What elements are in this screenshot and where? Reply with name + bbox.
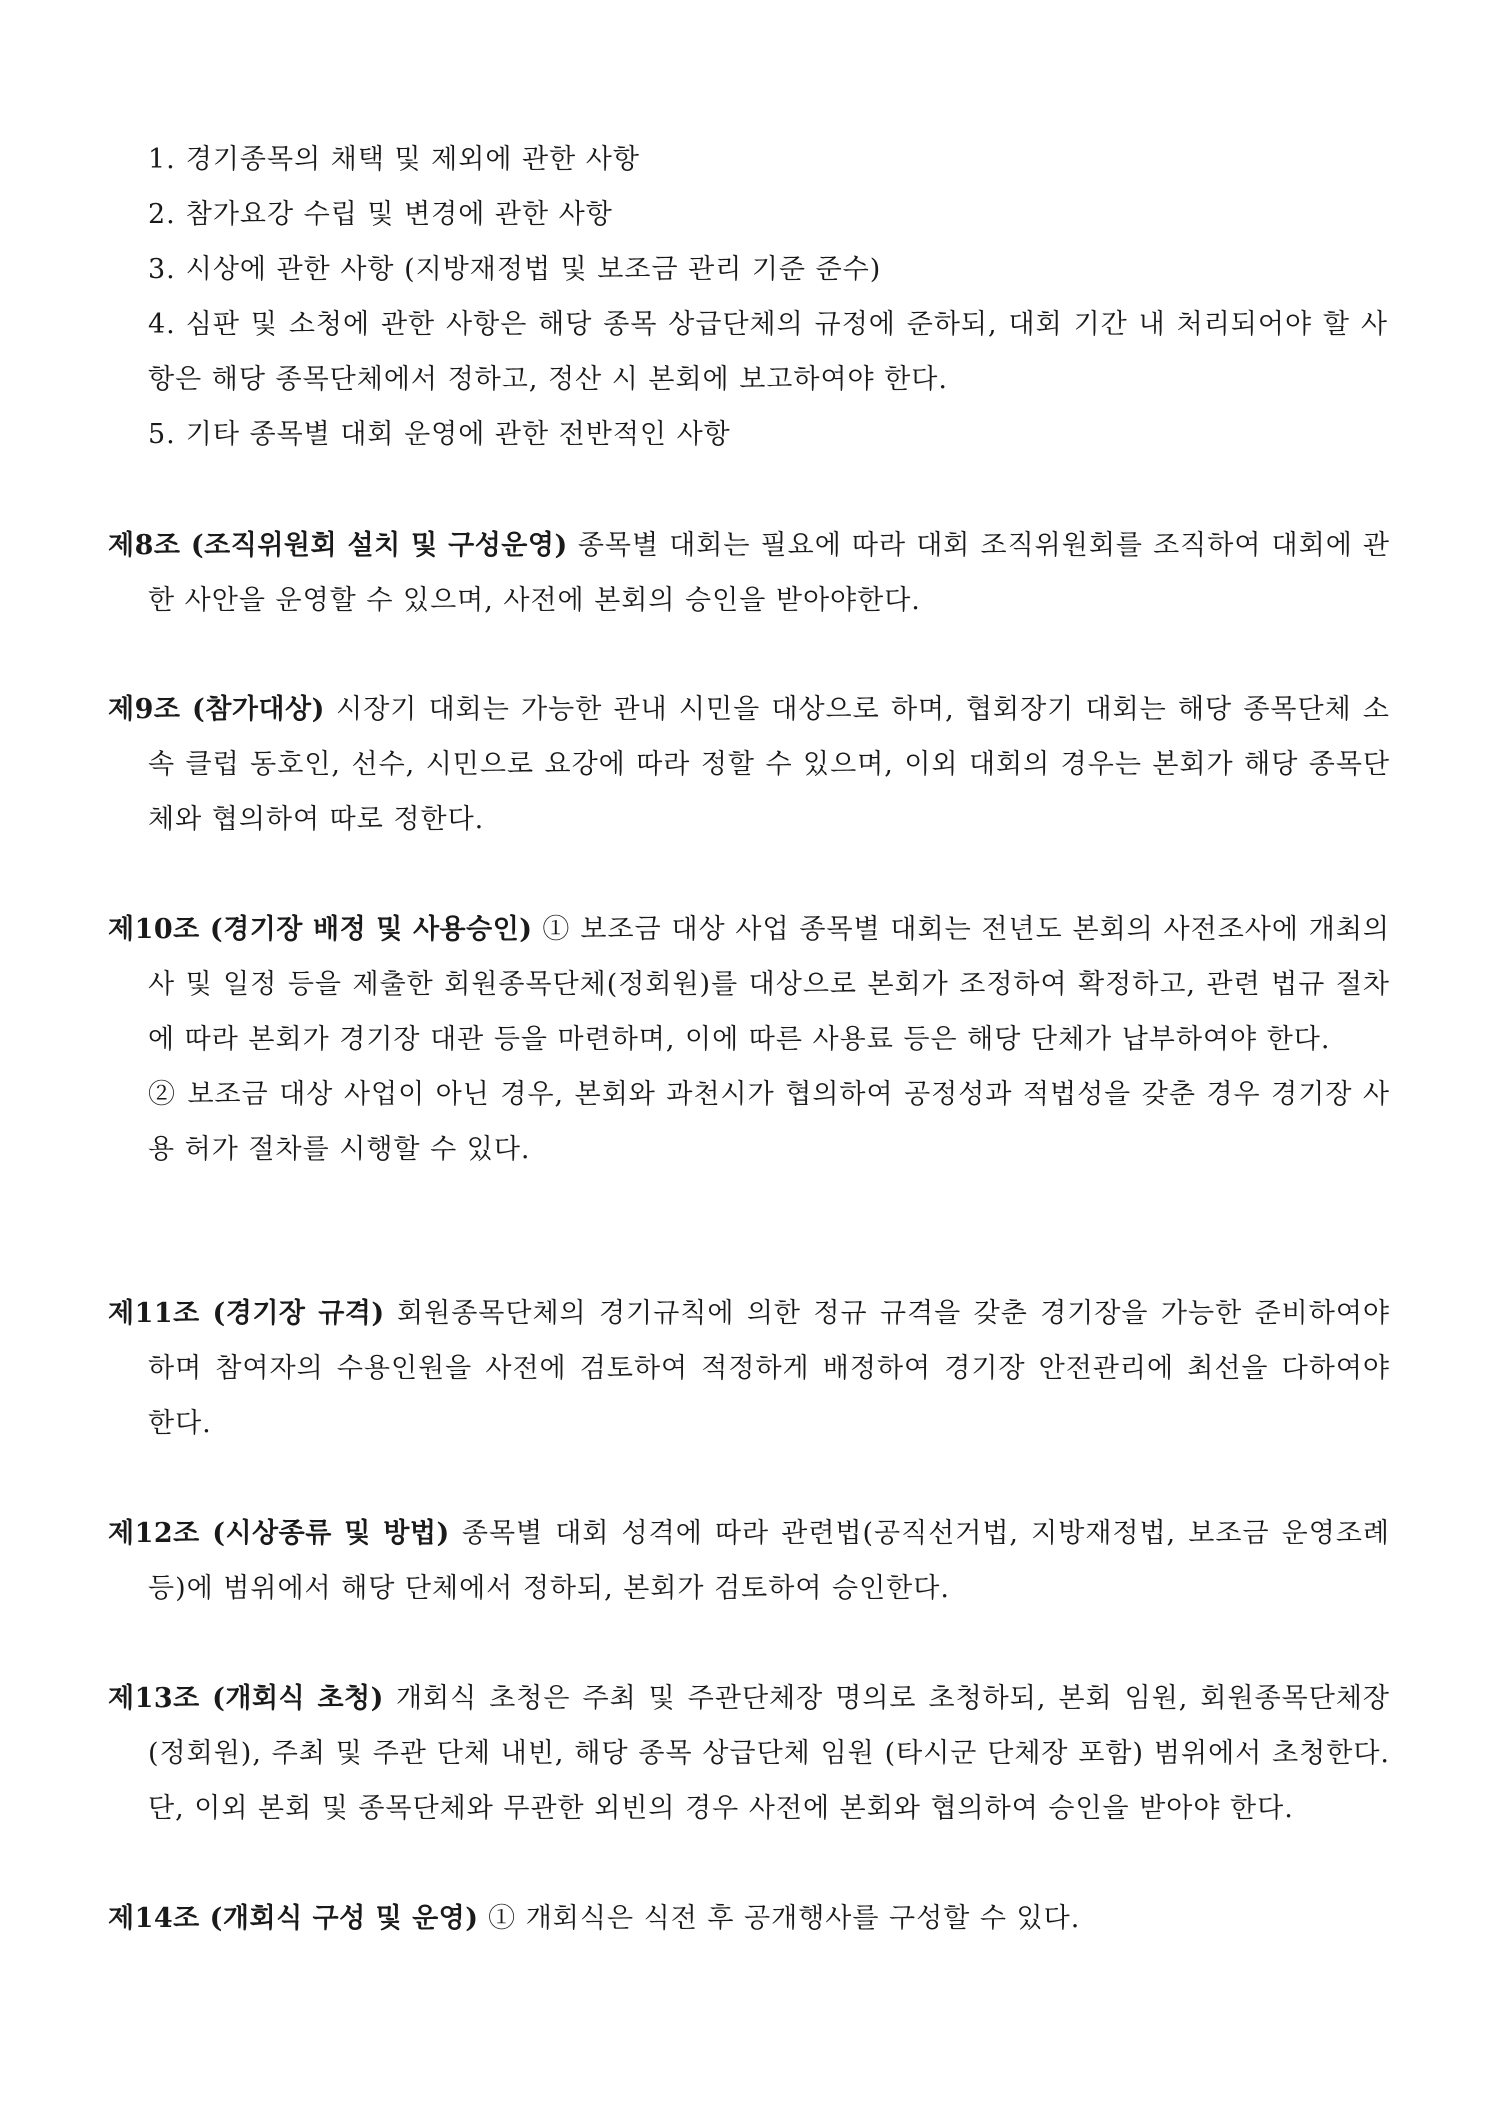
article-9 [108,682,1390,847]
article-10 [108,902,1390,1177]
article-heading: 제13조 (개회식 초청) [108,1683,384,1714]
article-12 [108,1506,1390,1616]
item-text: 심판 및 소청에 관한 사항은 해당 종목 상급단체의 규정에 준하되, 대회 기간 내 처리되어야 할 사항은 해당 종목단체에서 정하고, 정산 시 본회에 보고하여야 한다. [148,309,1388,395]
item-text: 시상에 관한 사항 (지방재정법 및 보조금 관리 기준 준수) [185,254,882,285]
article-8 [108,518,1390,628]
item-number: 3. [148,254,176,285]
item-number: 4. [148,309,176,340]
article-heading: 제10조 (경기장 배정 및 사용승인) [108,914,533,945]
item-text: 기타 종목별 대회 운영에 관한 전반적인 사항 [185,419,731,450]
article-heading: 제11조 (경기장 규격) [108,1298,385,1329]
article-body: 종목별 대회 성격에 따라 관련법(공직선거법, 지방재정법, 보조금 운영조례 등)에 범위에서 해당 단체에서 정하되, 본회가 검토하여 승인한다. [148,1518,1390,1604]
article-heading: 제8조 (조직위원회 설치 및 구성운영) [108,530,568,561]
article-body: 종목별 대회는 필요에 따라 대회 조직위원회를 조직하여 대회에 관한 사안을 운영할 수 있으며, 사전에 본회의 승인을 받아야한다. [148,530,1390,616]
article-body: 시장기 대회는 가능한 관내 시민을 대상으로 하며, 협회장기 대회는 해당 종목단체 소속 클럽 동호인, 선수, 시민으로 요강에 따라 정할 수 있으며, 이외 대회의 경우는 본회가 해당 종목단체와 협의하여 따로 정한다. [148,694,1390,835]
item-number: 1. [148,144,176,175]
article-14 [108,1891,1390,1946]
list-item [148,242,1388,297]
list-item [148,187,1388,242]
item-number: 2. [148,199,176,230]
list-item [148,132,1388,187]
article-body: 개회식 초청은 주최 및 주관단체장 명의로 초청하되, 본회 임원, 회원종목단체장(정회원), 주최 및 주관 단체 내빈, 해당 종목 상급단체 임원 (타시군 단체장 포함) 범위에서 초청한다. 단, 이외 본회 및 종목단체와 무관한 외빈의 경우 사전에 본회와 협의하여 승인을 받아야 한다. [148,1683,1390,1824]
item-text: 경기종목의 채택 및 제외에 관한 사항 [185,144,640,175]
article-heading: 제9조 (참가대상) [108,694,325,725]
article-subclause: ② 보조금 대상 사업이 아닌 경우, 본회와 과천시가 협의하여 공정성과 적법성을 갖춘 경우 경기장 사용 허가 절차를 시행할 수 있다. [148,1079,1390,1165]
article-body: 회원종목단체의 경기규칙에 의한 정규 규격을 갖춘 경기장을 가능한 준비하여야 하며 참여자의 수용인원을 사전에 검토하여 적정하게 배정하여 경기장 안전관리에 최선을 다하여야 한다. [148,1298,1390,1439]
article-11 [108,1286,1390,1451]
article-body: ① 보조금 대상 사업 종목별 대회는 전년도 본회의 사전조사에 개최의사 및 일정 등을 제출한 회원종목단체(정회원)를 대상으로 본회가 조정하여 확정하고, 관련 법규 절차에 따라 본회가 경기장 대관 등을 마련하며, 이에 따른 사용료 등은 해당 단체가 납부하여야 한다. [148,914,1390,1055]
list-item [148,407,1388,462]
article-body: ① 개회식은 식전 후 공개행사를 구성할 수 있다. [488,1903,1081,1934]
article-heading: 제12조 (시상종류 및 방법) [108,1518,450,1549]
article-13 [108,1671,1390,1836]
item-text: 참가요강 수립 및 변경에 관한 사항 [185,199,613,230]
item-number: 5. [148,419,176,450]
article-heading: 제14조 (개회식 구성 및 운영) [108,1903,479,1934]
list-item [148,297,1388,407]
